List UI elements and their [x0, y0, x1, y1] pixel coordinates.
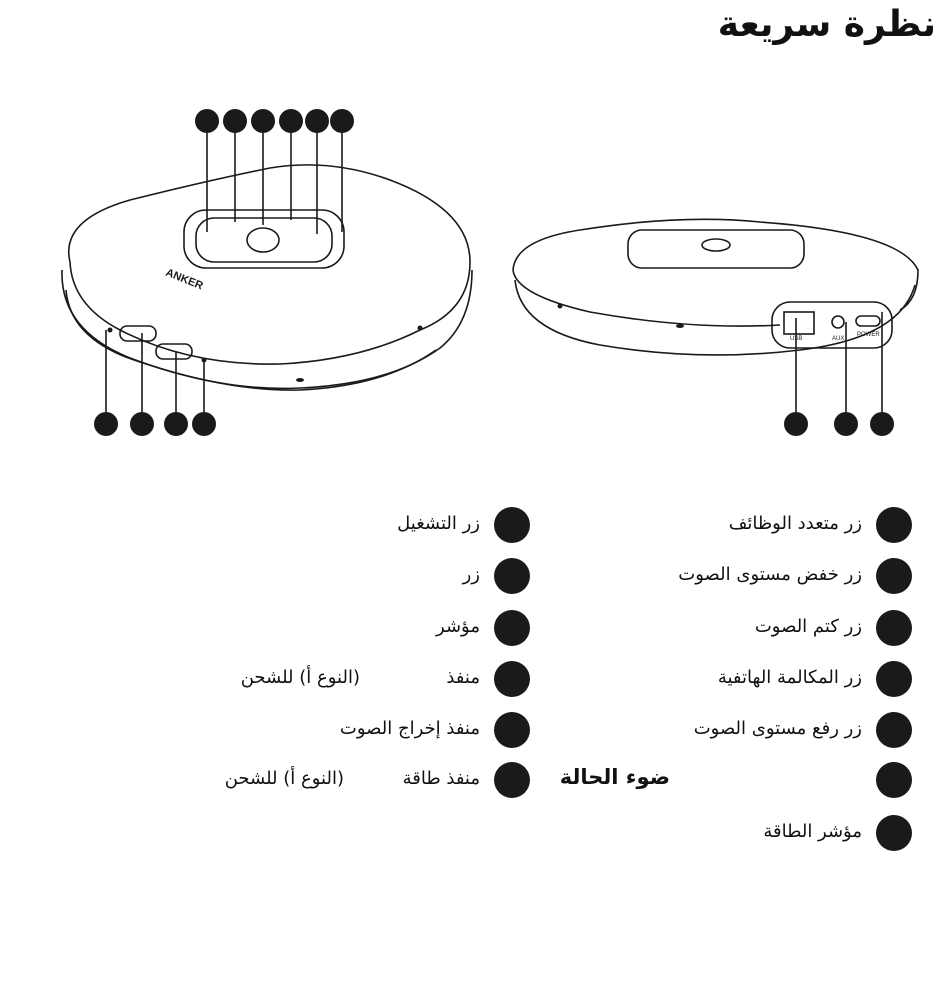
- callout-dot: [494, 558, 530, 594]
- legend-label: زر متعدد الوظائف: [728, 513, 862, 534]
- callout-dot: [876, 762, 912, 798]
- legend-label: منفذ: [446, 667, 480, 688]
- brand-logo: ANKER: [163, 266, 205, 293]
- legend-label: زر: [462, 564, 480, 585]
- page-title: نظرة سريعة: [717, 4, 936, 45]
- usb-port-label: USB: [790, 336, 803, 342]
- aux-port-label: AUX: [832, 336, 845, 342]
- callout-dot: [876, 610, 912, 646]
- legend-item-3: [492, 608, 912, 648]
- legend-item-2: [492, 556, 912, 596]
- callout-dot: [494, 762, 530, 798]
- legend-item-4: [492, 659, 912, 699]
- callout-dot: [876, 712, 912, 748]
- legend-item-7: [492, 813, 912, 853]
- legend-label: مؤشر: [436, 616, 480, 637]
- speakerphone-side-view: [513, 219, 918, 412]
- legend-label: مؤشر الطاقة: [763, 821, 862, 842]
- callout-dot: [494, 507, 530, 543]
- device-illustrations: [0, 0, 950, 470]
- legend-item-8: [200, 505, 530, 545]
- callout-dot: [876, 507, 912, 543]
- callout-dot: [876, 558, 912, 594]
- legend-item-6: [492, 760, 912, 800]
- callout-dot: [876, 661, 912, 697]
- callout-dot: [494, 712, 530, 748]
- legend-label: منفذ إخراج الصوت: [339, 718, 480, 739]
- legend-label: منفذ طاقة: [402, 768, 480, 789]
- legend-item-13: [200, 760, 530, 800]
- legend-label-suffix: (النوع أ) للشحن: [240, 667, 360, 688]
- callout-dot: [494, 661, 530, 697]
- legend-label: زر التشغيل: [397, 513, 480, 534]
- legend-label: زر رفع مستوى الصوت: [693, 718, 862, 739]
- legend-label: زر المكالمة الهاتفية: [717, 667, 862, 688]
- legend-item-12: [200, 710, 530, 750]
- legend-item-5: [492, 710, 912, 750]
- legend-item-11: [200, 659, 530, 699]
- power-port-label: POWER: [857, 332, 880, 338]
- callout-dot: [494, 610, 530, 646]
- legend-item-10: [200, 608, 530, 648]
- callout-dot: [876, 815, 912, 851]
- legend-item-9: [200, 556, 530, 596]
- speakerphone-top-view: [62, 130, 472, 412]
- legend-label: زر خفض مستوى الصوت: [678, 564, 862, 585]
- legend-label: ضوء الحالة: [559, 765, 670, 789]
- right-callout-dots: [784, 412, 894, 436]
- legend-item-1: [492, 505, 912, 545]
- legend-label: زر كتم الصوت: [754, 616, 862, 637]
- legend-label-suffix: (النوع أ) للشحن: [224, 768, 344, 789]
